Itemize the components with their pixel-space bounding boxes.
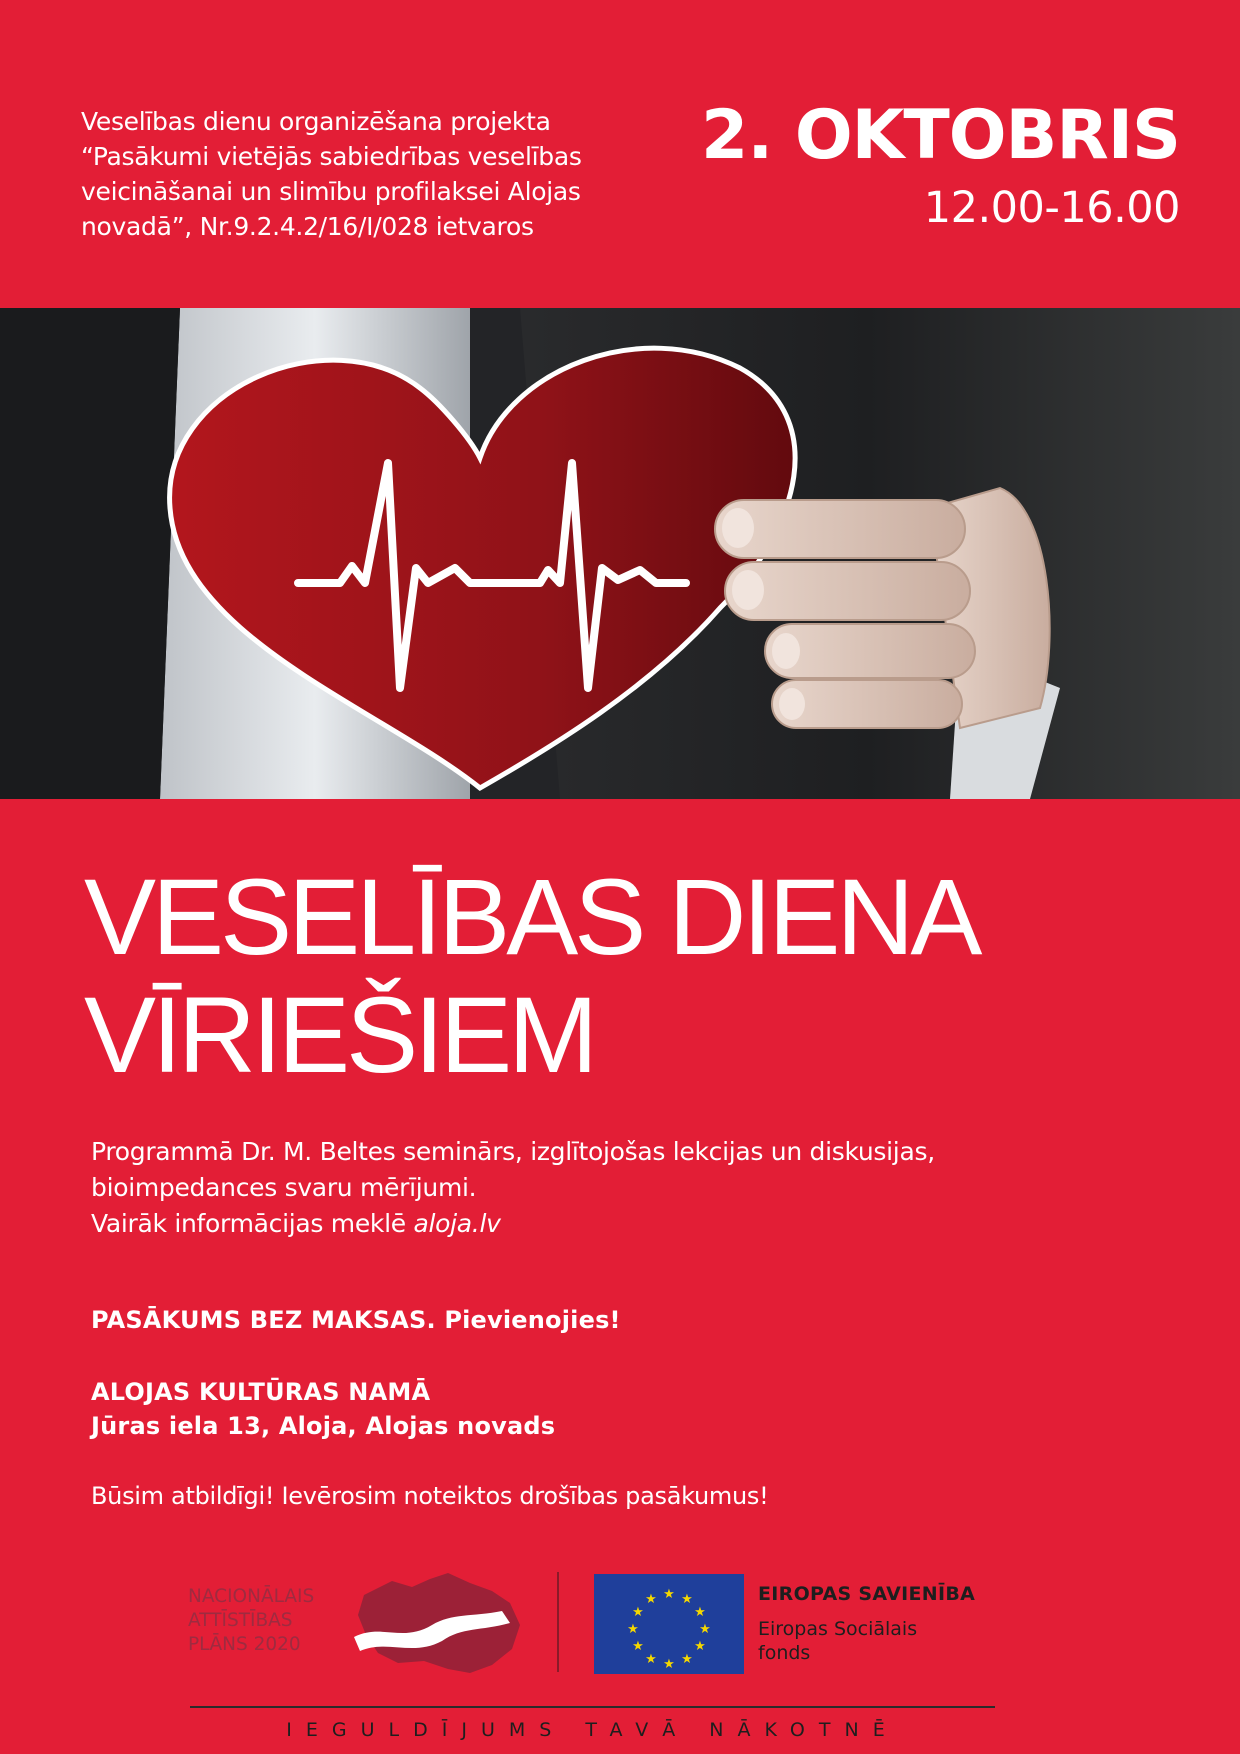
svg-text:★: ★ [645,1592,657,1607]
project-description [81,104,621,244]
svg-text:★: ★ [663,1657,675,1672]
hero-photo [0,308,1240,799]
event-title-line: VĪRIEŠIEM [84,974,595,1095]
svg-text:★: ★ [681,1592,693,1607]
latvia-map-icon [352,1573,522,1675]
project-line: “Pasākumi vietējās sabiedrības veselības [81,142,582,171]
logo-divider [557,1572,559,1672]
eu-logo-subtitle [758,1617,958,1665]
event-time: 12.00-16.00 [923,183,1180,233]
nap-line: NACIONĀLAIS [188,1586,315,1607]
venue-address: Jūras iela 13, Aloja, Alojas novads [91,1412,556,1440]
svg-text:★: ★ [632,1639,644,1654]
svg-text:★: ★ [632,1605,644,1620]
svg-text:★: ★ [694,1639,706,1654]
program-description [91,1134,1151,1242]
footer-slogan: IEGULDĪJUMS TAVĀ NĀKOTNĒ [286,1719,899,1741]
eu-subtitle-line: fonds [758,1642,811,1664]
event-date: 2. OKTOBRIS [701,96,1180,175]
venue-name: ALOJAS KULTŪRAS NAMĀ [91,1378,431,1406]
event-title [84,858,978,1094]
eu-flag-icon [594,1574,744,1674]
svg-text:★: ★ [663,1587,675,1602]
project-line: Veselības dienu organizēšana projekta [81,107,551,136]
eu-logo-title: EIROPAS SAVIENĪBA [758,1583,976,1605]
program-line: Programmā Dr. M. Beltes seminārs, izglītojošas lekcijas un diskusijas, [91,1137,935,1166]
project-line: veicināšanai un slimību profilaksei Alojas [81,177,581,206]
project-line: novadā”, Nr.9.2.4.2/16/I/028 ietvaros [81,212,534,241]
svg-text:★: ★ [699,1622,711,1637]
heart-photo-illustration [0,308,1240,799]
more-info-line [91,1206,1151,1242]
svg-text:★: ★ [681,1652,693,1667]
nap-line: PLĀNS 2020 [188,1634,301,1655]
svg-text:★: ★ [627,1622,639,1637]
eu-subtitle-line: Eiropas Sociālais [758,1618,918,1640]
hand [715,488,1050,728]
svg-text:★: ★ [694,1605,706,1620]
free-event-note: PASĀKUMS BEZ MAKSAS. Pievienojies! [91,1306,621,1334]
event-title-line: VESELĪBAS DIENA [84,856,979,977]
nap-line: ATTĪSTĪBAS [188,1610,293,1631]
venue-block [91,1375,555,1443]
jacket-left [0,308,180,799]
svg-text:★: ★ [645,1652,657,1667]
footer-divider [190,1706,995,1708]
website-link[interactable]: aloja.lv [413,1209,501,1238]
safety-note: Būsim atbildīgi! Ievērosim noteiktos drošības pasākumus! [91,1482,769,1510]
program-line: bioimpedances svaru mērījumi. [91,1173,477,1202]
more-info-text: Vairāk informācijas meklē [91,1209,414,1238]
nap-logo-text [188,1585,314,1657]
